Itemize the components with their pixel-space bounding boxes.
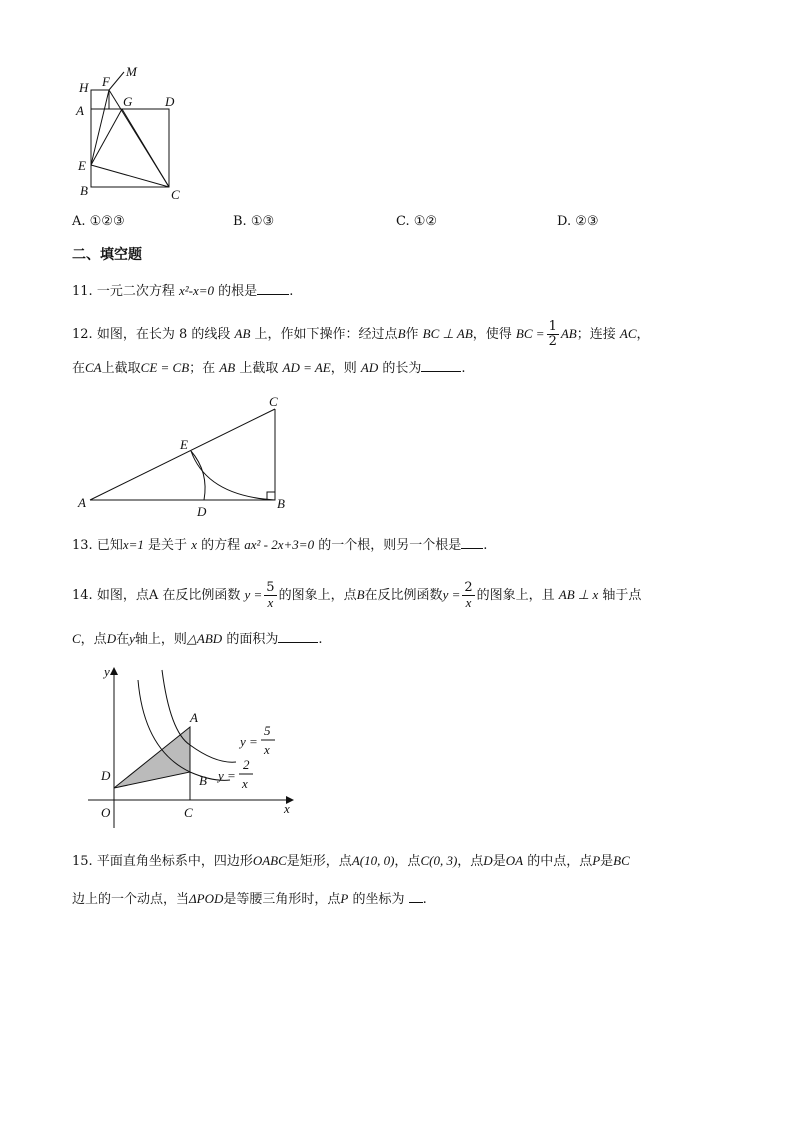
label-y: y — [104, 664, 110, 679]
answer-blank-11 — [257, 281, 289, 295]
label-C: C — [184, 805, 193, 820]
label-E: E — [180, 437, 188, 452]
question-15-line-2: 边上的一个动点，当ΔPOD是等腰三角形时，点P 的坐标为 . — [72, 891, 427, 907]
figure-q10 — [72, 62, 202, 207]
label-A: A — [78, 495, 86, 510]
question-11: 11. 一元二次方程 x²-x=0 的根是 . — [72, 283, 294, 299]
section-title: 二、填空题 — [72, 247, 142, 263]
label-C: C — [171, 187, 180, 202]
answer-blank-14 — [278, 629, 318, 643]
option-a: A. ①②③ — [72, 214, 125, 229]
curve1-y: y = — [240, 734, 258, 749]
line-e-f — [91, 90, 109, 165]
label-x: x — [284, 801, 290, 816]
label-O: O — [101, 805, 111, 820]
label-D: D — [197, 504, 207, 519]
arc-e-d — [191, 451, 205, 500]
square-abcd — [91, 109, 169, 187]
figure-q14 — [88, 660, 303, 832]
curve1-den: x — [264, 742, 270, 757]
option-d: D. ②③ — [557, 214, 599, 229]
question-14-line-1: 14. 如图，点A 在反比例函数 y = $\frac{5}{x}$ 的图象上，点B在反比例函数y = $\frac{2}{x}$ 的图象上，且 AB ⊥ x 轴于点 — [72, 580, 642, 610]
option-b: B. ①③ — [233, 214, 275, 229]
label-C: C — [269, 394, 278, 409]
question-13: 13. 已知x=1 是关于 x 的方程 ax² - 2x+3=0 的一个根，则另一个根是 . — [72, 537, 488, 553]
question-12-line-1: 12. 如图，在长为 8 的线段 AB 上，作如下操作：经过点B作 BC ⊥ AB，使得 BC = $\frac{1}{2}$ AB；连接 AC， — [72, 319, 650, 349]
label-B: B — [80, 183, 88, 198]
label-E: E — [78, 158, 86, 173]
line-e-g — [91, 109, 122, 165]
label-B: B — [277, 496, 285, 511]
label-D: D — [101, 768, 111, 783]
curve2-y: y = — [218, 768, 236, 783]
label-F: F — [102, 74, 110, 89]
question-15-line-1: 15. 平面直角坐标系中，四边形OABC是矩形，点A(10, 0)，点C(0, 3)，点D是OA 的中点，点P是BC — [72, 853, 630, 869]
label-H: H — [79, 80, 89, 95]
triangle-abd — [114, 727, 190, 788]
curve2-num: 2 — [243, 757, 250, 772]
option-c: C. ①② — [396, 214, 438, 229]
answer-blank-12 — [421, 358, 461, 372]
label-B: B — [199, 773, 207, 788]
answer-blank-15 — [409, 889, 423, 903]
question-14-line-2: C，点D在y轴上，则△ABD 的面积为 . — [72, 631, 323, 647]
line-f-m — [109, 72, 124, 90]
fraction-half: $\frac{1}{2}$ — [548, 319, 557, 349]
label-G: G — [123, 94, 133, 109]
curve2-den: x — [242, 776, 248, 791]
question-12-line-2: 在CA上截取CE = CB；在 AB 上截取 AD = AE，则 AD 的长为 . — [72, 360, 466, 376]
right-angle-mark — [267, 492, 275, 500]
answer-blank-13 — [461, 535, 483, 549]
label-M: M — [126, 64, 137, 79]
figure-q12 — [72, 392, 302, 524]
segment-ac — [90, 409, 275, 500]
label-A: A — [76, 103, 84, 118]
curve1-num: 5 — [264, 723, 271, 738]
label-D: D — [165, 94, 175, 109]
label-A: A — [190, 710, 198, 725]
